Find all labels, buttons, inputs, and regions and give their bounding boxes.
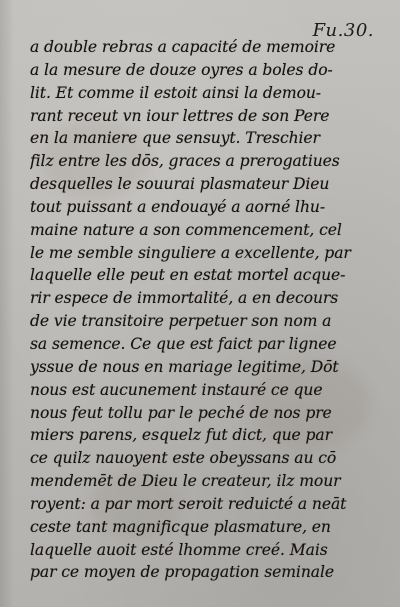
page-edge-shadow	[0, 0, 14, 607]
text-line: mendemēt de Dieu le createur, ilz mour	[30, 472, 341, 491]
folio-number: Fu.30.	[312, 20, 374, 41]
text-line: rant receut vn iour lettres de son Pere	[30, 106, 330, 125]
text-line: royent: a par mort seroit reduicté a neāt	[30, 494, 347, 513]
text-line: le me semble singuliere a excellente, par	[30, 243, 351, 262]
text-line: nous est aucunement instauré ce que	[30, 380, 323, 399]
text-line: ceste tant magnificque plasmature, en	[30, 517, 331, 536]
text-line: a la mesure de douze oyres a boles do-	[30, 60, 333, 79]
text-line: laquelle elle peut en estat mortel acque-	[30, 266, 346, 285]
text-line: yssue de nous en mariage legitime, Dōt	[30, 357, 339, 376]
text-line: lit. Et comme il estoit ainsi la demou-	[30, 83, 321, 102]
text-line: laquelle auoit esté lhomme creé. Mais	[30, 540, 328, 559]
text-block	[30, 36, 376, 584]
text-line: a double rebras a capacité de memoire	[30, 38, 336, 56]
text-line: ce quilz nauoyent este obeyssans au cō	[30, 449, 337, 468]
text-line: en la maniere que sensuyt. Treschier	[30, 129, 320, 148]
text-line: rir espece de immortalité, a en decours	[30, 289, 339, 308]
text-line: desquelles le souurai plasmateur Dieu	[30, 175, 330, 194]
text-line: de vie transitoire perpetuer son nom a	[30, 312, 332, 331]
text-line: maine nature a son commencement, cel	[30, 220, 342, 239]
text-line: tout puissant a endouayé a aorné lhu-	[30, 197, 325, 216]
text-line: nous feut tollu par le peché de nos pre	[30, 403, 332, 422]
text-line: par ce moyen de propagation seminale	[30, 563, 334, 582]
text-line: miers parens, esquelz fut dict, que par	[30, 426, 332, 445]
text-line: filz entre les dōs, graces a prerogatiues	[30, 152, 340, 171]
text-line: sa semence. Ce que est faict par lignee	[30, 334, 337, 353]
